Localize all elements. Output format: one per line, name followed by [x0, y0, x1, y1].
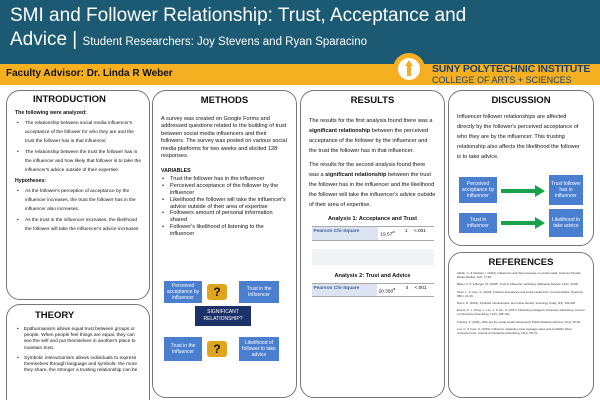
results-paragraph-1: The results for the first analysis found there was a significant relationship between the perceived acceptance of the follower by the influencer and the trust the follower has in that influencer.: [309, 118, 433, 154]
theory-list: [15, 327, 141, 374]
list-item: • The relationship between social media influencer's acceptance of the follower for who they are and the trust the follower has in that influencer.: [15, 119, 141, 146]
reference-item: Bauer, A. P. & Berger, M. (2018). Trust in influencer marketing. Marketing Review, 12(3), 44-58.: [457, 282, 579, 287]
analysis-1-blank: [312, 249, 434, 265]
list-item: • The relationship between the trust the follower has in the influencer and how likely that follower is to take the influencer's advice outside of their expertise.: [15, 148, 141, 175]
reference-item: Dixon, R. (2019). Symbolic interactionism and online identity. Sociology Today, 9(4), 102-118.: [457, 301, 576, 306]
list-item: • As the follower's perception of acceptance by the influencer increases, the trust the follower has in the influencer also increases.: [15, 187, 141, 214]
list-item: • Epithumianism allows equal trust between groups or people. When people feel things are equal, they can see the self and put themselves in another's place to maintain trust.: [15, 327, 141, 352]
diagram-advice-box: Likelihood of follower to take advice: [239, 337, 279, 361]
table-cell: 19.57$^a$: [380, 229, 395, 238]
diagram-trust-box: Trust in the Influencer: [239, 281, 279, 303]
table-cell: 4: [405, 285, 409, 291]
list-item: • Follower's likelihood of listening to the influencer: [161, 224, 288, 238]
reference-item: Chen, L. & Yoon, S. (2020). Follower acceptance and social media trust. Communication Quarterly, 68(1), 21-39.: [457, 289, 584, 298]
reference-item: Lou, C. & Yuan, S. (2019). Influencer marketing: How message value and credibility affect consumer trust. Journal of Interactive Advertising, 19(1), 58-73.: [457, 326, 572, 336]
significant-relationship-box: SIGNIFICANT RELATIONSHIP?: [195, 306, 251, 326]
table-cell: <.001: [414, 285, 427, 291]
institution-line1: SUNY POLYTECHNIC INSTITUTE: [432, 63, 591, 75]
institution-name: [432, 64, 600, 85]
poster-title-line2: [10, 28, 590, 54]
discussion-paragraph: Influencer follower relationships are affected directly by the follower's perceived acceptance of who they are by the influencer. This trusting relationship also affects the likelihood the follower is to take advice.: [457, 114, 580, 160]
results-panel: [300, 90, 445, 398]
diagram-acceptance-box: Perceived acceptance by influencer: [164, 281, 202, 303]
table-cell: Pearson Chi-Square: [312, 227, 379, 241]
introduction-list: [15, 119, 141, 175]
introduction-heading: INTRODUCTION: [33, 94, 106, 105]
discussion-panel: [448, 90, 594, 246]
analysis-2-table: [312, 283, 434, 298]
poster-title-advice: Advice |: [10, 29, 78, 50]
discussion-trust-box-2: Trust in influencer: [459, 213, 497, 233]
variables-heading: VARIABLES: [161, 168, 191, 175]
introduction-panel: [6, 90, 150, 300]
reference-item: Freberg, K. (2011). Who are the social media influencers? Public Relations Review, 37(1), 90-92.: [457, 319, 581, 324]
diagram-question-2: ?: [213, 342, 221, 356]
references-panel: [448, 252, 594, 398]
table-cell: 20.350$^a$: [378, 285, 396, 295]
poster-header: [0, 0, 600, 64]
diagram-trust-box-2: Trust in the Influencer: [164, 337, 202, 361]
analysis-2-title: Analysis 2: Trust and Advice: [334, 272, 411, 279]
variables-list: [161, 176, 288, 237]
table-row: [312, 227, 434, 241]
analysis-1-table: [312, 226, 434, 241]
hypotheses-list: [15, 187, 141, 234]
student-researchers: Student Researchers: Joy Stevens and Ryan Sparacino: [82, 36, 367, 48]
results-heading: RESULTS: [350, 95, 395, 106]
list-item: • Followers amount of personal information shared: [161, 210, 288, 224]
introduction-lead: The following were analyzed:: [15, 110, 87, 116]
analysis-1-title: Analysis 1: Acceptance and Trust: [327, 216, 417, 222]
list-item: • As the trust in the influencer increases, the likelihood the follower will take the influencer's advice increases: [15, 216, 141, 234]
diagram-question-1: ?: [213, 285, 221, 299]
theory-heading: THEORY: [35, 310, 75, 321]
institution-line2: COLLEGE OF ARTS + SCIENCES: [432, 75, 572, 85]
discussion-acceptance-box: Perceived acceptance by influencer: [459, 177, 497, 203]
methods-body: A survey was created on Google Forms and addressed questions related to the building of trust between social media influencers and their followers. The survey was posted on various social media platforms for two weeks and elicited 128 responses.: [161, 116, 287, 160]
list-item: • Perceived acceptance of the follower by the influencer: [161, 183, 288, 197]
references-heading: REFERENCES: [488, 257, 554, 268]
table-row: [312, 283, 434, 297]
arrow-right-icon: [501, 185, 545, 197]
table-cell: 1: [404, 229, 408, 234]
table-cell: <.001: [413, 229, 426, 234]
discussion-heading: DISCUSSION: [491, 95, 551, 106]
methods-panel: [152, 90, 297, 398]
table-cell: Pearson Chi-Square: [312, 283, 377, 297]
discussion-advice-box: Likelihood to take advice: [549, 209, 583, 237]
suny-poly-logo-icon: [392, 52, 426, 86]
list-item: • Symbolic interactionism allows individuals to express themselves through language and symbols- the more they share, the stronger a trusting relationship can be: [15, 356, 141, 375]
faculty-advisor: Faculty Advisor: Dr. Linda R Weber: [6, 68, 173, 79]
list-item: • Trust the follower has in the influencer: [161, 176, 288, 183]
reference-item: Evans, N. J., Phua, J., Lim, J. & Jun, H. (2017). Disclosing Instagram influencer advertising. Journal of Interactive Advertising, 17(2), 138-149.: [457, 308, 585, 317]
discussion-trust-box: Trust follower has in influencer: [549, 175, 583, 205]
poster-title-line1: SMI and Follower Relationship: Trust, Acceptance and: [10, 5, 467, 26]
hypotheses-heading: Hypotheses:: [15, 178, 47, 184]
reference-item: Abidin, C. & Karhawi, I. (2021). Influencers and their presence on social media. Journal of Social Media Studies, 4(2), 77-92.: [457, 271, 581, 280]
theory-panel: [6, 304, 150, 400]
methods-heading: METHODS: [200, 95, 249, 106]
arrow-right-icon: [501, 217, 545, 229]
results-paragraph-2: The results for the second analysis found there was a significant relationship between the trust the follower has in the influencer and the likelihood the follower will take the influencer's advice outside of their area of expertise.: [309, 162, 436, 208]
list-item: • Likelihood the follower will take the influencer's advice outside of their area of expertise: [161, 197, 288, 211]
